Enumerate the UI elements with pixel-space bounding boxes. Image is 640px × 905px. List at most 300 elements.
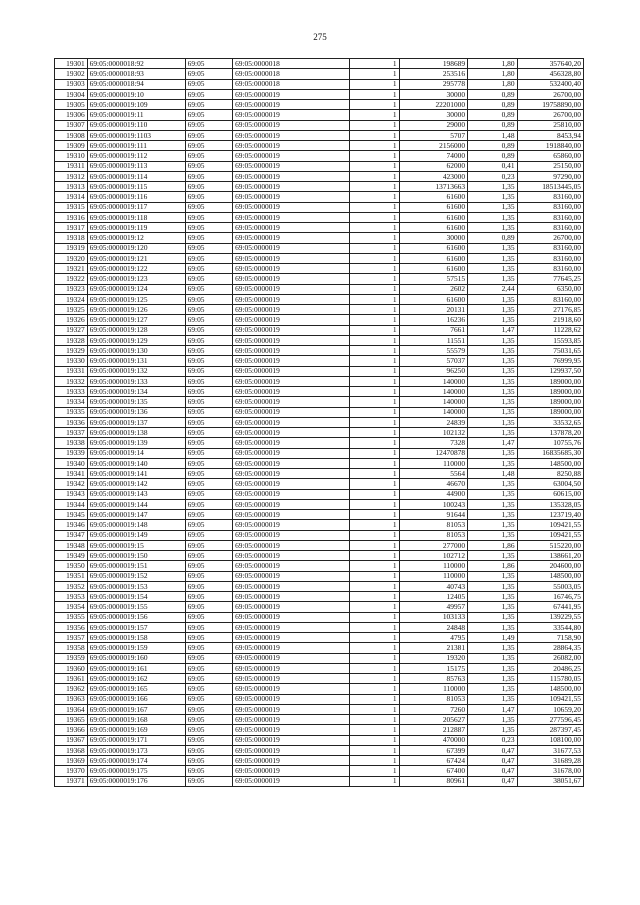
- cadastral-number-cell: 69:05:0000019:167: [87, 704, 185, 714]
- rate-cell: 0,89: [468, 233, 518, 243]
- row-number-cell: 19333: [55, 387, 88, 397]
- row-number-cell: 19331: [55, 366, 88, 376]
- district-code-cell: 69:05: [185, 499, 232, 509]
- area-cell: 24839: [399, 417, 467, 427]
- cadastral-quarter-cell: 69:05:0000019: [233, 264, 350, 274]
- area-cell: 24848: [399, 622, 467, 632]
- table-row: [55, 110, 584, 120]
- rate-cell: 1,35: [468, 376, 518, 386]
- cadastral-quarter-cell: 69:05:0000019: [233, 366, 350, 376]
- area-cell: 62000: [399, 161, 467, 171]
- cadastral-value-cell: 189000,00: [517, 397, 583, 407]
- row-number-cell: 19332: [55, 376, 88, 386]
- area-cell: 61600: [399, 192, 467, 202]
- rate-cell: 1,35: [468, 397, 518, 407]
- row-number-cell: 19366: [55, 725, 88, 735]
- object-count-cell: 1: [350, 561, 400, 571]
- row-number-cell: 19354: [55, 602, 88, 612]
- cadastral-number-cell: 69:05:0000019:173: [87, 745, 185, 755]
- table-row: [55, 69, 584, 79]
- area-cell: 20131: [399, 305, 467, 315]
- cadastral-quarter-cell: 69:05:0000019: [233, 233, 350, 243]
- table-row: [55, 305, 584, 315]
- cadastral-number-cell: 69:05:0000019:140: [87, 458, 185, 468]
- cadastral-value-cell: 204600,00: [517, 561, 583, 571]
- cadastral-value-cell: 148500,00: [517, 458, 583, 468]
- cadastral-value-cell: 135328,05: [517, 499, 583, 509]
- row-number-cell: 19359: [55, 653, 88, 663]
- row-number-cell: 19347: [55, 530, 88, 540]
- area-cell: 103133: [399, 612, 467, 622]
- row-number-cell: 19304: [55, 89, 88, 99]
- object-count-cell: 1: [350, 704, 400, 714]
- area-cell: 55579: [399, 346, 467, 356]
- object-count-cell: 1: [350, 602, 400, 612]
- cadastral-number-cell: 69:05:0000019:129: [87, 335, 185, 345]
- cadastral-number-cell: 69:05:0000019:15: [87, 540, 185, 550]
- district-code-cell: 69:05: [185, 674, 232, 684]
- district-code-cell: 69:05: [185, 89, 232, 99]
- table-row: [55, 510, 584, 520]
- table-row: [55, 776, 584, 786]
- table-row: [55, 161, 584, 171]
- table-row: [55, 274, 584, 284]
- row-number-cell: 19363: [55, 694, 88, 704]
- area-cell: 110000: [399, 458, 467, 468]
- table-row: [55, 448, 584, 458]
- cadastral-value-cell: 138661,20: [517, 551, 583, 561]
- area-cell: 140000: [399, 407, 467, 417]
- rate-cell: 1,35: [468, 243, 518, 253]
- cadastral-value-cell: 26700,00: [517, 233, 583, 243]
- district-code-cell: 69:05: [185, 284, 232, 294]
- table-row: [55, 694, 584, 704]
- object-count-cell: 1: [350, 663, 400, 673]
- table-row: [55, 223, 584, 233]
- table-row: [55, 243, 584, 253]
- district-code-cell: 69:05: [185, 602, 232, 612]
- district-code-cell: 69:05: [185, 233, 232, 243]
- cadastral-number-cell: 69:05:0000019:133: [87, 376, 185, 386]
- area-cell: 85763: [399, 674, 467, 684]
- district-code-cell: 69:05: [185, 428, 232, 438]
- cadastral-number-cell: 69:05:0000019:10: [87, 89, 185, 99]
- cadastral-quarter-cell: 69:05:0000019: [233, 294, 350, 304]
- cadastral-quarter-cell: 69:05:0000019: [233, 120, 350, 130]
- cadastral-quarter-cell: 69:05:0000019: [233, 633, 350, 643]
- row-number-cell: 19302: [55, 69, 88, 79]
- cadastral-value-cell: 515220,00: [517, 540, 583, 550]
- district-code-cell: 69:05: [185, 212, 232, 222]
- row-number-cell: 19305: [55, 100, 88, 110]
- cadastral-value-cell: 83160,00: [517, 192, 583, 202]
- area-cell: 7661: [399, 325, 467, 335]
- cadastral-value-cell: 21918,60: [517, 315, 583, 325]
- area-cell: 19320: [399, 653, 467, 663]
- cadastral-quarter-cell: 69:05:0000019: [233, 684, 350, 694]
- table-row: [55, 79, 584, 89]
- district-code-cell: 69:05: [185, 110, 232, 120]
- row-number-cell: 19353: [55, 592, 88, 602]
- area-cell: 22201000: [399, 100, 467, 110]
- area-cell: 11551: [399, 335, 467, 345]
- row-number-cell: 19329: [55, 346, 88, 356]
- rate-cell: 0,47: [468, 745, 518, 755]
- area-cell: 100243: [399, 499, 467, 509]
- cadastral-number-cell: 69:05:0000019:126: [87, 305, 185, 315]
- row-number-cell: 19346: [55, 520, 88, 530]
- area-cell: 81053: [399, 520, 467, 530]
- cadastral-quarter-cell: 69:05:0000019: [233, 592, 350, 602]
- area-cell: 57515: [399, 274, 467, 284]
- table-row: [55, 745, 584, 755]
- cadastral-number-cell: 69:05:0000019:136: [87, 407, 185, 417]
- cadastral-value-cell: 10659,20: [517, 704, 583, 714]
- rate-cell: 1,35: [468, 592, 518, 602]
- district-code-cell: 69:05: [185, 397, 232, 407]
- rate-cell: 1,35: [468, 294, 518, 304]
- rate-cell: 1,48: [468, 130, 518, 140]
- cadastral-number-cell: 69:05:0000019:134: [87, 387, 185, 397]
- cadastral-quarter-cell: 69:05:0000019: [233, 161, 350, 171]
- cadastral-quarter-cell: 69:05:0000019: [233, 540, 350, 550]
- rate-cell: 0,23: [468, 735, 518, 745]
- row-number-cell: 19335: [55, 407, 88, 417]
- table-row: [55, 551, 584, 561]
- cadastral-quarter-cell: 69:05:0000019: [233, 305, 350, 315]
- area-cell: 61600: [399, 294, 467, 304]
- rate-cell: 1,48: [468, 469, 518, 479]
- cadastral-quarter-cell: 69:05:0000019: [233, 551, 350, 561]
- rate-cell: 1,35: [468, 387, 518, 397]
- cadastral-quarter-cell: 69:05:0000019: [233, 438, 350, 448]
- object-count-cell: 1: [350, 776, 400, 786]
- district-code-cell: 69:05: [185, 161, 232, 171]
- cadastral-number-cell: 69:05:0000019:160: [87, 653, 185, 663]
- cadastral-quarter-cell: 69:05:0000019: [233, 335, 350, 345]
- table-row: [55, 151, 584, 161]
- district-code-cell: 69:05: [185, 745, 232, 755]
- row-number-cell: 19323: [55, 284, 88, 294]
- object-count-cell: 1: [350, 622, 400, 632]
- area-cell: 81053: [399, 694, 467, 704]
- row-number-cell: 19369: [55, 756, 88, 766]
- row-number-cell: 19342: [55, 479, 88, 489]
- district-code-cell: 69:05: [185, 622, 232, 632]
- cadastral-value-cell: 83160,00: [517, 294, 583, 304]
- table-row: [55, 581, 584, 591]
- district-code-cell: 69:05: [185, 376, 232, 386]
- district-code-cell: 69:05: [185, 766, 232, 776]
- district-code-cell: 69:05: [185, 243, 232, 253]
- cadastral-quarter-cell: 69:05:0000019: [233, 745, 350, 755]
- row-number-cell: 19328: [55, 335, 88, 345]
- area-cell: 7260: [399, 704, 467, 714]
- cadastral-quarter-cell: 69:05:0000019: [233, 530, 350, 540]
- district-code-cell: 69:05: [185, 223, 232, 233]
- cadastral-value-cell: 75031,65: [517, 346, 583, 356]
- object-count-cell: 1: [350, 294, 400, 304]
- cadastral-number-cell: 69:05:0000019:138: [87, 428, 185, 438]
- row-number-cell: 19339: [55, 448, 88, 458]
- cadastral-number-cell: 69:05:0000019:157: [87, 622, 185, 632]
- area-cell: 212887: [399, 725, 467, 735]
- rate-cell: 1,35: [468, 510, 518, 520]
- cadastral-number-cell: 69:05:0000019:165: [87, 684, 185, 694]
- district-code-cell: 69:05: [185, 776, 232, 786]
- cadastral-number-cell: 69:05:0000019:127: [87, 315, 185, 325]
- cadastral-number-cell: 69:05:0000019:152: [87, 571, 185, 581]
- rate-cell: 1,35: [468, 479, 518, 489]
- cadastral-value-cell: 83160,00: [517, 223, 583, 233]
- cadastral-number-cell: 69:05:0000019:125: [87, 294, 185, 304]
- area-cell: 198689: [399, 59, 467, 69]
- row-number-cell: 19343: [55, 489, 88, 499]
- cadastral-number-cell: 69:05:0000019:154: [87, 592, 185, 602]
- area-cell: 7328: [399, 438, 467, 448]
- row-number-cell: 19311: [55, 161, 88, 171]
- cadastral-value-cell: 189000,00: [517, 407, 583, 417]
- object-count-cell: 1: [350, 479, 400, 489]
- cadastral-number-cell: 69:05:0000019:12: [87, 233, 185, 243]
- table-row: [55, 89, 584, 99]
- district-code-cell: 69:05: [185, 130, 232, 140]
- cadastral-number-cell: 69:05:0000019:132: [87, 366, 185, 376]
- cadastral-quarter-cell: 69:05:0000019: [233, 325, 350, 335]
- cadastral-quarter-cell: 69:05:0000019: [233, 284, 350, 294]
- cadastral-quarter-cell: 69:05:0000019: [233, 602, 350, 612]
- district-code-cell: 69:05: [185, 182, 232, 192]
- cadastral-value-cell: 1918840,00: [517, 141, 583, 151]
- row-number-cell: 19367: [55, 735, 88, 745]
- object-count-cell: 1: [350, 366, 400, 376]
- cadastral-quarter-cell: 69:05:0000019: [233, 581, 350, 591]
- row-number-cell: 19312: [55, 171, 88, 181]
- rate-cell: 0,23: [468, 171, 518, 181]
- cadastral-value-cell: 18513445,05: [517, 182, 583, 192]
- district-code-cell: 69:05: [185, 520, 232, 530]
- cadastral-value-cell: 8453,94: [517, 130, 583, 140]
- cadastral-quarter-cell: 69:05:0000019: [233, 571, 350, 581]
- district-code-cell: 69:05: [185, 756, 232, 766]
- cadastral-value-cell: 83160,00: [517, 212, 583, 222]
- table-row: [55, 622, 584, 632]
- cadastral-value-cell: 65860,00: [517, 151, 583, 161]
- area-cell: 30000: [399, 89, 467, 99]
- cadastral-quarter-cell: 69:05:0000019: [233, 253, 350, 263]
- rate-cell: 1,35: [468, 356, 518, 366]
- object-count-cell: 1: [350, 469, 400, 479]
- cadastral-number-cell: 69:05:0000019:116: [87, 192, 185, 202]
- rate-cell: 0,89: [468, 141, 518, 151]
- table-row: [55, 264, 584, 274]
- table-row: [55, 325, 584, 335]
- district-code-cell: 69:05: [185, 315, 232, 325]
- area-cell: 67424: [399, 756, 467, 766]
- rate-cell: 1,35: [468, 458, 518, 468]
- cadastral-number-cell: 69:05:0000019:139: [87, 438, 185, 448]
- cadastral-quarter-cell: 69:05:0000019: [233, 510, 350, 520]
- rate-cell: 1,35: [468, 212, 518, 222]
- cadastral-number-cell: 69:05:0000019:159: [87, 643, 185, 653]
- cadastral-quarter-cell: 69:05:0000019: [233, 417, 350, 427]
- cadastral-number-cell: 69:05:0000019:153: [87, 581, 185, 591]
- object-count-cell: 1: [350, 489, 400, 499]
- cadastral-quarter-cell: 69:05:0000019: [233, 428, 350, 438]
- table-row: [55, 602, 584, 612]
- cadastral-quarter-cell: 69:05:0000019: [233, 387, 350, 397]
- district-code-cell: 69:05: [185, 715, 232, 725]
- table-row: [55, 428, 584, 438]
- district-code-cell: 69:05: [185, 653, 232, 663]
- rate-cell: 1,47: [468, 438, 518, 448]
- cadastral-number-cell: 69:05:0000019:171: [87, 735, 185, 745]
- row-number-cell: 19344: [55, 499, 88, 509]
- area-cell: 12470878: [399, 448, 467, 458]
- rate-cell: 1,35: [468, 192, 518, 202]
- district-code-cell: 69:05: [185, 561, 232, 571]
- table-row: [55, 612, 584, 622]
- cadastral-quarter-cell: 69:05:0000019: [233, 766, 350, 776]
- cadastral-number-cell: 69:05:0000018:92: [87, 59, 185, 69]
- district-code-cell: 69:05: [185, 120, 232, 130]
- table-row: [55, 417, 584, 427]
- cadastral-number-cell: 69:05:0000019:111: [87, 141, 185, 151]
- row-number-cell: 19320: [55, 253, 88, 263]
- cadastral-value-cell: 55003,05: [517, 581, 583, 591]
- table-row: [55, 100, 584, 110]
- row-number-cell: 19327: [55, 325, 88, 335]
- cadastral-quarter-cell: 69:05:0000019: [233, 622, 350, 632]
- cadastral-number-cell: 69:05:0000019:131: [87, 356, 185, 366]
- rate-cell: 1,35: [468, 622, 518, 632]
- cadastral-quarter-cell: 69:05:0000019: [233, 561, 350, 571]
- cadastral-value-cell: 26700,00: [517, 89, 583, 99]
- area-cell: 61600: [399, 212, 467, 222]
- cadastral-quarter-cell: 69:05:0000019: [233, 407, 350, 417]
- table-row: [55, 212, 584, 222]
- cadastral-quarter-cell: 69:05:0000019: [233, 479, 350, 489]
- cadastral-quarter-cell: 69:05:0000019: [233, 223, 350, 233]
- object-count-cell: 1: [350, 192, 400, 202]
- area-cell: 140000: [399, 397, 467, 407]
- row-number-cell: 19338: [55, 438, 88, 448]
- object-count-cell: 1: [350, 499, 400, 509]
- area-cell: 61600: [399, 264, 467, 274]
- cadastral-value-cell: 109421,55: [517, 520, 583, 530]
- object-count-cell: 1: [350, 335, 400, 345]
- cadastral-number-cell: 69:05:0000019:115: [87, 182, 185, 192]
- row-number-cell: 19309: [55, 141, 88, 151]
- cadastral-value-cell: 16835685,30: [517, 448, 583, 458]
- object-count-cell: 1: [350, 581, 400, 591]
- cadastral-number-cell: 69:05:0000019:122: [87, 264, 185, 274]
- rate-cell: 1,35: [468, 674, 518, 684]
- area-cell: 44900: [399, 489, 467, 499]
- cadastral-quarter-cell: 69:05:0000019: [233, 725, 350, 735]
- cadastral-value-cell: 28864,35: [517, 643, 583, 653]
- cadastral-value-cell: 83160,00: [517, 243, 583, 253]
- cadastral-value-cell: 60615,00: [517, 489, 583, 499]
- cadastral-number-cell: 69:05:0000019:109: [87, 100, 185, 110]
- district-code-cell: 69:05: [185, 438, 232, 448]
- area-cell: 49957: [399, 602, 467, 612]
- table-row: [55, 725, 584, 735]
- cadastral-quarter-cell: 69:05:0000019: [233, 458, 350, 468]
- table-row: [55, 756, 584, 766]
- district-code-cell: 69:05: [185, 633, 232, 643]
- object-count-cell: 1: [350, 212, 400, 222]
- rate-cell: 1,35: [468, 551, 518, 561]
- object-count-cell: 1: [350, 458, 400, 468]
- cadastral-value-cell: 25150,00: [517, 161, 583, 171]
- cadastral-value-cell: 6350,00: [517, 284, 583, 294]
- district-code-cell: 69:05: [185, 171, 232, 181]
- table-row: [55, 653, 584, 663]
- district-code-cell: 69:05: [185, 141, 232, 151]
- area-cell: 80961: [399, 776, 467, 786]
- cadastral-number-cell: 69:05:0000019:166: [87, 694, 185, 704]
- rate-cell: 1,80: [468, 69, 518, 79]
- cadastral-value-cell: 129937,50: [517, 366, 583, 376]
- object-count-cell: 1: [350, 325, 400, 335]
- cadastral-number-cell: 69:05:0000019:135: [87, 397, 185, 407]
- cadastral-number-cell: 69:05:0000019:121: [87, 253, 185, 263]
- cadastral-value-cell: 11228,62: [517, 325, 583, 335]
- cadastral-quarter-cell: 69:05:0000019: [233, 674, 350, 684]
- rate-cell: 1,35: [468, 499, 518, 509]
- row-number-cell: 19330: [55, 356, 88, 366]
- rate-cell: 1,35: [468, 694, 518, 704]
- table-row: [55, 182, 584, 192]
- cadastral-number-cell: 69:05:0000019:112: [87, 151, 185, 161]
- cadastral-value-cell: 456328,80: [517, 69, 583, 79]
- cadastral-quarter-cell: 69:05:0000019: [233, 356, 350, 366]
- table-row: [55, 520, 584, 530]
- cadastral-value-cell: 83160,00: [517, 253, 583, 263]
- cadastral-quarter-cell: 69:05:0000019: [233, 663, 350, 673]
- table-row: [55, 356, 584, 366]
- district-code-cell: 69:05: [185, 151, 232, 161]
- object-count-cell: 1: [350, 69, 400, 79]
- rate-cell: 2,44: [468, 284, 518, 294]
- district-code-cell: 69:05: [185, 69, 232, 79]
- table-row: [55, 633, 584, 643]
- cadastral-quarter-cell: 69:05:0000018: [233, 79, 350, 89]
- table-row: [55, 715, 584, 725]
- district-code-cell: 69:05: [185, 612, 232, 622]
- cadastral-quarter-cell: 69:05:0000019: [233, 499, 350, 509]
- rate-cell: 1,35: [468, 530, 518, 540]
- district-code-cell: 69:05: [185, 192, 232, 202]
- cadastral-value-cell: 189000,00: [517, 376, 583, 386]
- rate-cell: 0,89: [468, 151, 518, 161]
- object-count-cell: 1: [350, 253, 400, 263]
- cadastral-quarter-cell: 69:05:0000019: [233, 612, 350, 622]
- object-count-cell: 1: [350, 745, 400, 755]
- district-code-cell: 69:05: [185, 59, 232, 69]
- cadastral-value-cell: 67441,95: [517, 602, 583, 612]
- table-row: [55, 469, 584, 479]
- cadastral-quarter-cell: 69:05:0000019: [233, 520, 350, 530]
- area-cell: 61600: [399, 202, 467, 212]
- table-row: [55, 202, 584, 212]
- cadastral-number-cell: 69:05:0000019:144: [87, 499, 185, 509]
- object-count-cell: 1: [350, 110, 400, 120]
- area-cell: 13713663: [399, 182, 467, 192]
- cadastral-value-cell: 532400,40: [517, 79, 583, 89]
- rate-cell: 0,47: [468, 766, 518, 776]
